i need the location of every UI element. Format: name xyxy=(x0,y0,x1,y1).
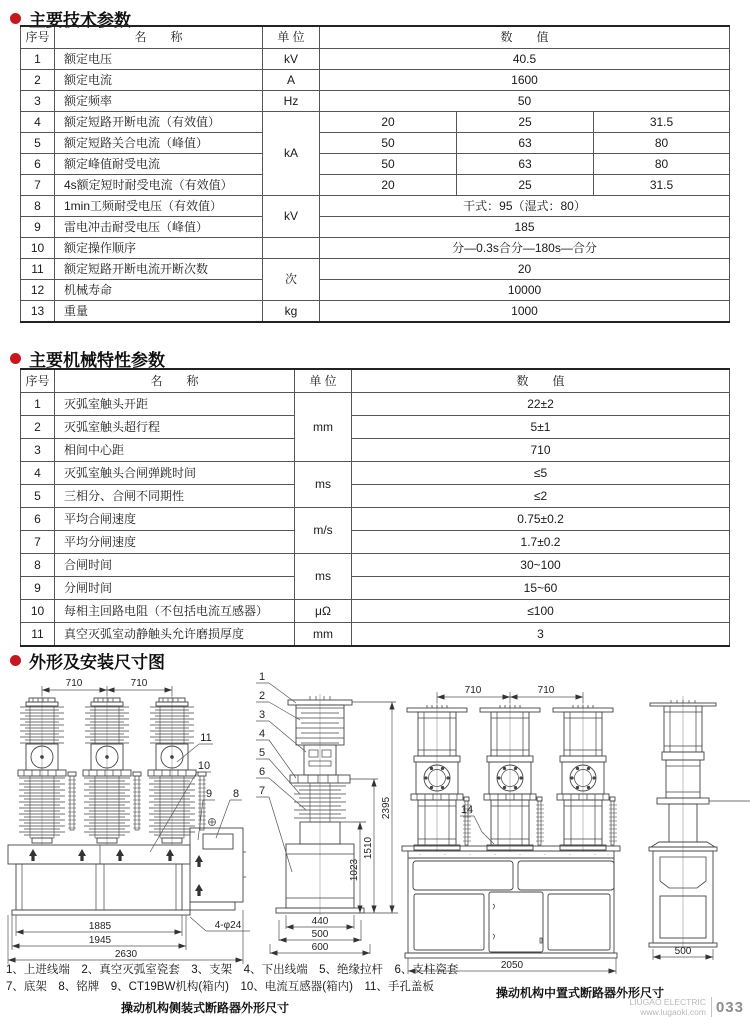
cell-no: 2 xyxy=(21,416,55,439)
cell-no: 11 xyxy=(21,259,55,280)
cell-value: 22±2 xyxy=(352,393,730,416)
left-drawing-caption: 操动机构侧装式断路器外形尺寸 xyxy=(120,1001,289,1015)
header-no: 序号 xyxy=(21,26,55,49)
cell-unit: Hz xyxy=(263,91,320,112)
header-value: 数 值 xyxy=(320,26,730,49)
cell-value: 63 xyxy=(457,154,594,175)
cell-unit: ms xyxy=(295,462,352,508)
cell-unit xyxy=(263,238,320,259)
cell-value: ≤2 xyxy=(352,485,730,508)
cell-no: 6 xyxy=(21,154,55,175)
callout-7: 7 xyxy=(258,785,266,797)
table-row xyxy=(21,259,730,280)
cell-value: 5±1 xyxy=(352,416,730,439)
cell-name: 额定频率 xyxy=(55,91,263,112)
dim-label: 1023 xyxy=(349,858,360,882)
brand-name: LIUGAO ELECTRIC xyxy=(629,997,706,1007)
page-footer xyxy=(629,997,744,1017)
cell-name: 额定电压 xyxy=(55,49,263,70)
cell-unit: mm xyxy=(295,393,352,462)
callout-11: 11 xyxy=(200,732,212,744)
cell-value: 分—0.3s合分—180s—合分 xyxy=(320,238,730,259)
cell-name: 额定短路关合电流（峰值） xyxy=(55,133,263,154)
callout-9: 9 xyxy=(205,788,213,800)
cell-name: 合闸时间 xyxy=(55,554,295,577)
table-row xyxy=(21,531,730,554)
cell-unit: 次 xyxy=(263,259,320,301)
dim-label: 710 xyxy=(464,685,482,696)
table-row xyxy=(21,70,730,91)
cell-no: 9 xyxy=(21,217,55,238)
callout-3: 3 xyxy=(258,709,266,721)
cell-value: 20 xyxy=(320,259,730,280)
header-unit: 单 位 xyxy=(263,26,320,49)
table-row xyxy=(21,577,730,600)
cell-value: 25 xyxy=(457,112,594,133)
table-row xyxy=(21,508,730,531)
right-drawing-caption: 操动机构中置式断路器外形尺寸 xyxy=(495,986,664,1000)
cell-no: 9 xyxy=(21,577,55,600)
cell-value: 干式：95（湿式：80） xyxy=(320,196,730,217)
header-name: 名 称 xyxy=(55,26,263,49)
cell-value: ≤100 xyxy=(352,600,730,623)
cell-no: 12 xyxy=(21,280,55,301)
table-row xyxy=(21,196,730,217)
table-row xyxy=(21,439,730,462)
cell-unit: m/s xyxy=(295,508,352,554)
cell-name: 重量 xyxy=(55,301,263,323)
hole-note: 4-φ24 xyxy=(214,920,242,931)
brand-site: www.lugaoki.com xyxy=(640,1007,706,1017)
cell-value: 63 xyxy=(457,133,594,154)
page-number: 033 xyxy=(715,998,744,1016)
header-name: 名 称 xyxy=(55,369,295,393)
dim-label: 710 xyxy=(537,685,555,696)
callout-4: 4 xyxy=(258,728,266,740)
cell-unit: μΩ xyxy=(295,600,352,623)
cell-no: 4 xyxy=(21,112,55,133)
cell-name: 灭弧室触头超行程 xyxy=(55,416,295,439)
section3-title xyxy=(10,648,165,673)
cell-value: 50 xyxy=(320,91,730,112)
cell-value: 1000 xyxy=(320,301,730,323)
cell-value: 30~100 xyxy=(352,554,730,577)
cell-name: 机械寿命 xyxy=(55,280,263,301)
dim-label: 1945 xyxy=(88,935,112,946)
table-row xyxy=(21,416,730,439)
red-bullet-icon xyxy=(10,655,21,666)
cell-name: 额定峰值耐受电流 xyxy=(55,154,263,175)
table-header-row xyxy=(21,26,730,49)
section1-title-text: 主要技术参数 xyxy=(29,11,131,30)
cell-no: 3 xyxy=(21,439,55,462)
cell-value: 20 xyxy=(320,112,457,133)
cell-name: 平均合闸速度 xyxy=(55,508,295,531)
callout-8: 8 xyxy=(232,788,240,800)
cell-no: 11 xyxy=(21,623,55,647)
cell-name: 额定电流 xyxy=(55,70,263,91)
cell-name: 4s额定短时耐受电流（有效值） xyxy=(55,175,263,196)
table-row xyxy=(21,91,730,112)
cell-value: 10000 xyxy=(320,280,730,301)
mech-params-table xyxy=(20,368,730,647)
cell-value: 3 xyxy=(352,623,730,647)
callout-14: 14 xyxy=(460,804,474,816)
cell-name: 1min工频耐受电压（有效值） xyxy=(55,196,263,217)
callout-6: 6 xyxy=(258,766,266,778)
cell-unit: kV xyxy=(263,49,320,70)
cell-unit: mm xyxy=(295,623,352,647)
cell-value: 1600 xyxy=(320,70,730,91)
header-value: 数 值 xyxy=(352,369,730,393)
cell-no: 5 xyxy=(21,485,55,508)
cell-no: 4 xyxy=(21,462,55,485)
header-no: 序号 xyxy=(21,369,55,393)
cell-name: 真空灭弧室动静触头允许磨损厚度 xyxy=(55,623,295,647)
header-unit: 单 位 xyxy=(295,369,352,393)
dim-label: 1885 xyxy=(88,921,112,932)
cell-name: 额定操作顺序 xyxy=(55,238,263,259)
legend-line-2: 7、底架 8、铭牌 9、CT19BW机构(箱内) 10、电流互感器(箱内) 11、手孔盖板 xyxy=(6,981,434,993)
table-row xyxy=(21,393,730,416)
cell-name: 分闸时间 xyxy=(55,577,295,600)
brand-block xyxy=(629,997,712,1017)
red-bullet-icon xyxy=(10,13,21,24)
cell-value: 40.5 xyxy=(320,49,730,70)
callout-2: 2 xyxy=(258,690,266,702)
cell-no: 6 xyxy=(21,508,55,531)
cell-no: 7 xyxy=(21,175,55,196)
cell-value: 20 xyxy=(320,175,457,196)
cell-name: 灭弧室触头合闸弹跳时间 xyxy=(55,462,295,485)
table-row xyxy=(21,154,730,175)
dim-label: 500 xyxy=(311,929,329,940)
cell-no: 10 xyxy=(21,238,55,259)
cell-unit: A xyxy=(263,70,320,91)
table-row xyxy=(21,600,730,623)
cell-name: 额定短路开断电流开断次数 xyxy=(55,259,263,280)
cell-value: 710 xyxy=(352,439,730,462)
cell-no: 7 xyxy=(21,531,55,554)
table-row xyxy=(21,238,730,259)
cell-value: 0.75±0.2 xyxy=(352,508,730,531)
cell-value: ≤5 xyxy=(352,462,730,485)
section3-title-text: 外形及安装尺寸图 xyxy=(29,653,165,672)
cell-unit: ms xyxy=(295,554,352,600)
table-row xyxy=(21,49,730,70)
table-row xyxy=(21,623,730,647)
dim-label: 2395 xyxy=(381,796,392,820)
cell-value: 1.7±0.2 xyxy=(352,531,730,554)
callout-10: 10 xyxy=(197,760,211,772)
cell-no: 1 xyxy=(21,49,55,70)
drawing-legend xyxy=(6,962,476,996)
cell-value: 31.5 xyxy=(594,112,730,133)
dim-label: 500 xyxy=(674,946,692,957)
callout-1: 1 xyxy=(258,672,266,683)
cell-no: 10 xyxy=(21,600,55,623)
cell-value: 50 xyxy=(320,154,457,175)
cell-name: 雷电冲击耐受电压（峰值） xyxy=(55,217,263,238)
table-row xyxy=(21,280,730,301)
cell-value: 185 xyxy=(320,217,730,238)
dim-label: 710 xyxy=(65,678,83,689)
cell-no: 1 xyxy=(21,393,55,416)
cell-value: 50 xyxy=(320,133,457,154)
cell-unit: kV xyxy=(263,196,320,238)
outline-dimension-drawing xyxy=(0,672,750,982)
table-row xyxy=(21,301,730,323)
callout-5: 5 xyxy=(258,747,266,759)
cell-name: 每相主回路电阻（不包括电流互感器） xyxy=(55,600,295,623)
table-row xyxy=(21,554,730,577)
section2-title-text: 主要机械特性参数 xyxy=(29,351,165,370)
dim-label: 1510 xyxy=(363,836,374,860)
table-row xyxy=(21,133,730,154)
cell-name: 相间中心距 xyxy=(55,439,295,462)
table-row xyxy=(21,462,730,485)
cell-value: 25 xyxy=(457,175,594,196)
cell-value: 15~60 xyxy=(352,577,730,600)
table-row xyxy=(21,112,730,133)
cell-unit: kA xyxy=(263,112,320,196)
tech-params-table xyxy=(20,25,730,323)
red-bullet-icon xyxy=(10,353,21,364)
table-header-row xyxy=(21,369,730,393)
cell-unit: kg xyxy=(263,301,320,323)
middle-drawing xyxy=(256,672,398,956)
cell-no: 3 xyxy=(21,91,55,112)
cell-no: 13 xyxy=(21,301,55,323)
dim-label: 2630 xyxy=(114,949,138,960)
legend-line-1: 1、上进线端 2、真空灭弧室瓷套 3、支架 4、下出线端 5、绝缘拉杆 6、支柱瓷套 xyxy=(6,964,459,976)
table-row xyxy=(21,485,730,508)
cell-name: 平均分闸速度 xyxy=(55,531,295,554)
cabinet xyxy=(402,846,620,958)
dim-label: 2050 xyxy=(500,960,524,971)
cell-value: 31.5 xyxy=(594,175,730,196)
table-row xyxy=(21,175,730,196)
side-view-drawing xyxy=(649,696,750,960)
cell-no: 2 xyxy=(21,70,55,91)
cell-name: 额定短路开断电流（有效值） xyxy=(55,112,263,133)
left-drawing xyxy=(8,678,250,964)
cell-no: 8 xyxy=(21,196,55,217)
table-row xyxy=(21,217,730,238)
cell-no: 8 xyxy=(21,554,55,577)
dim-label: 600 xyxy=(311,942,329,953)
right-drawing xyxy=(402,685,620,974)
cell-value: 80 xyxy=(594,133,730,154)
dim-label: 710 xyxy=(130,678,148,689)
cell-no: 5 xyxy=(21,133,55,154)
cell-name: 灭弧室触头开距 xyxy=(55,393,295,416)
dim-label: 440 xyxy=(311,916,329,927)
cell-value: 80 xyxy=(594,154,730,175)
cell-name: 三相分、合闸不同期性 xyxy=(55,485,295,508)
